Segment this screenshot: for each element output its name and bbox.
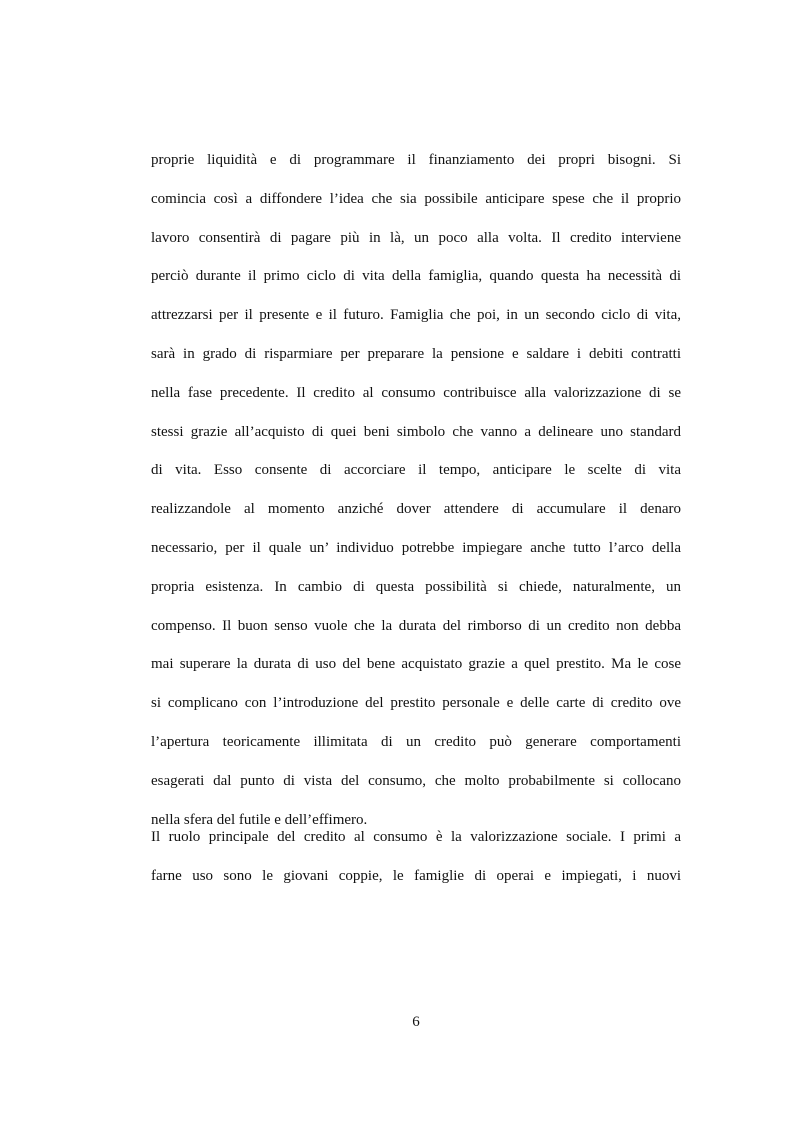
text-line: stessi grazie all’acquisto di quei beni simbolo che vanno a delineare uno standard <box>151 423 681 440</box>
text-line: nella fase precedente. Il credito al consumo contribuisce alla valorizzazione di se <box>151 384 681 401</box>
text-line: farne uso sono le giovani coppie, le famiglie di operai e impiegati, i nuovi <box>151 867 681 884</box>
paragraph <box>151 818 681 896</box>
text-line: perciò durante il primo ciclo di vita della famiglia, quando questa ha necessità di <box>151 268 681 285</box>
text-line: mai superare la durata di uso del bene acquistato grazie a quel prestito. Ma le cose <box>151 656 681 673</box>
text-line: di vita. Esso consente di accorciare il tempo, anticipare le scelte di vita <box>151 462 681 479</box>
text-line: attrezzarsi per il presente e il futuro. Famiglia che poi, in un secondo ciclo di vita, <box>151 307 681 324</box>
text-line: proprie liquidità e di programmare il finanziamento dei propri bisogni. Si <box>151 152 681 168</box>
text-line: comincia così a diffondere l’idea che sia possibile anticipare spese che il proprio <box>151 190 681 207</box>
text-line: compenso. Il buon senso vuole che la durata del rimborso di un credito non debba <box>151 617 681 634</box>
text-line: esagerati dal punto di vista del consumo, che molto probabilmente si collocano <box>151 772 681 789</box>
text-line: necessario, per il quale un’ individuo potrebbe impiegare anche tutto l’arco della <box>151 539 681 556</box>
text-line: l’apertura teoricamente illimitata di un credito può generare comportamenti <box>151 733 681 750</box>
text-line: nella sfera del futile e dell’effimero. <box>151 811 368 828</box>
page-number: 6 <box>412 1014 420 1030</box>
text-line: lavoro consentirà di pagare più in là, un poco alla volta. Il credito interviene <box>151 229 681 246</box>
paragraph <box>151 141 681 839</box>
text-line: si complicano con l’introduzione del prestito personale e delle carte di credito ove <box>151 695 681 712</box>
text-line: propria esistenza. In cambio di questa possibilità si chiede, naturalmente, un <box>151 578 681 595</box>
text-line: sarà in grado di risparmiare per preparare la pensione e saldare i debiti contratti <box>151 345 681 362</box>
text-line: Il ruolo principale del credito al consumo è la valorizzazione sociale. I primi a <box>151 829 681 845</box>
text-line: realizzandole al momento anziché dover attendere di accumulare il denaro <box>151 501 681 518</box>
